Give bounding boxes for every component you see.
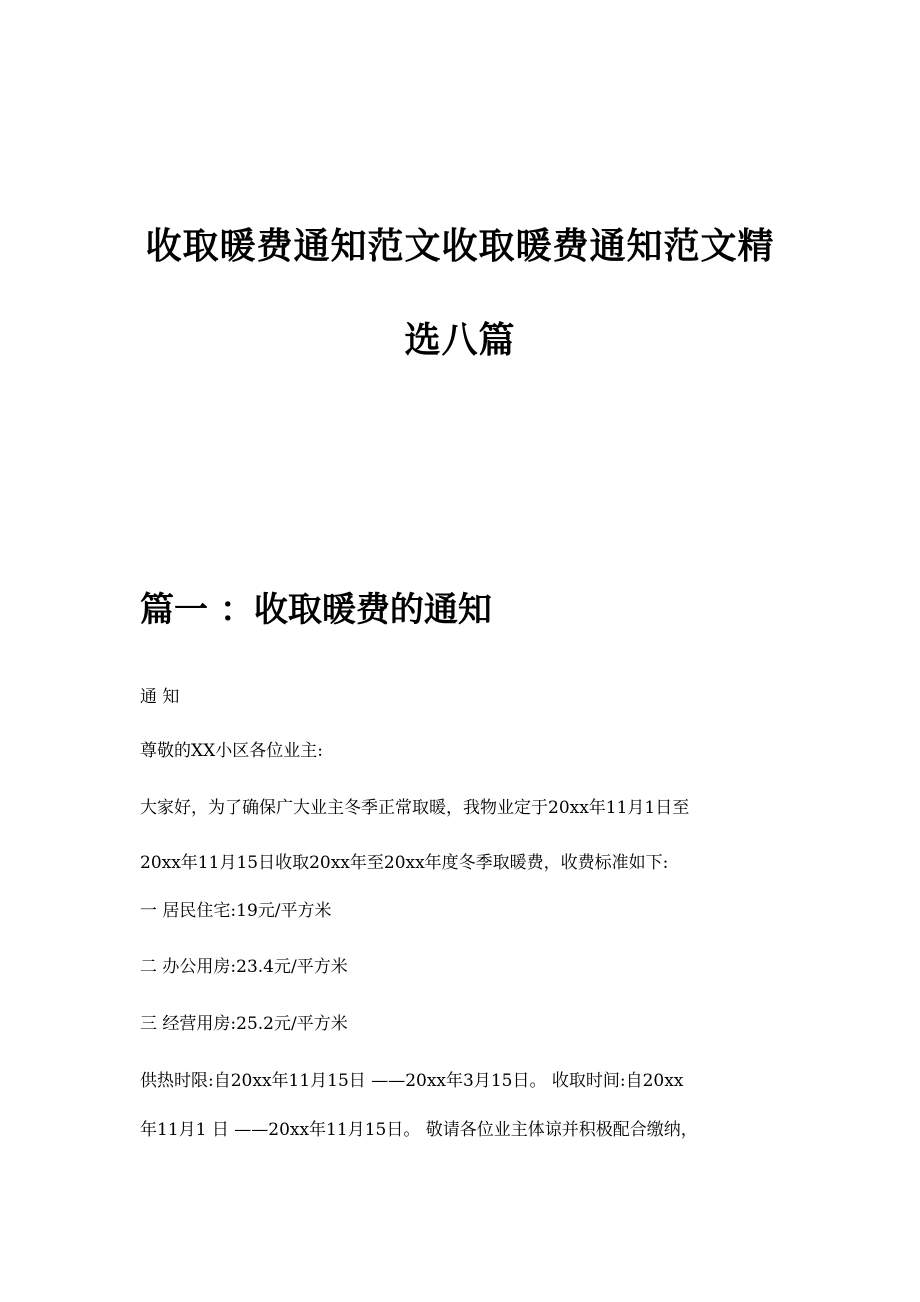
notice-heading: 通 知 (140, 687, 180, 707)
body-paragraph-line: 供热时限:自20xx年11月15日 ——20xx年3月15日。 收取时间:自20xx (140, 1071, 684, 1091)
document-title-line-1: 收取暖费通知范文收取暖费通知范文精 (145, 225, 775, 267)
section-heading: 篇一 ：收取暖费的通知 (140, 590, 492, 630)
document-title-line-2: 选八篇 (404, 319, 516, 361)
fee-item-office: 二 办公用房:23.4元/平方米 (140, 957, 348, 977)
body-paragraph-line: 年11月1 日 ——20xx年11月15日。 敬请各位业主体谅并积极配合缴纳， (140, 1120, 698, 1140)
fee-item-residential: 一 居民住宅:19元/平方米 (140, 901, 332, 921)
body-paragraph-line: 20xx年11月15日收取20xx年至20xx年度冬季取暖费，收费标准如下: (140, 853, 669, 873)
body-paragraph-line: 大家好，为了确保广大业主冬季正常取暖，我物业定于20xx年11月1日至 (140, 798, 690, 818)
fee-item-commercial: 三 经营用房:25.2元/平方米 (140, 1014, 348, 1034)
salutation: 尊敬的XX小区各位业主: (140, 741, 323, 761)
